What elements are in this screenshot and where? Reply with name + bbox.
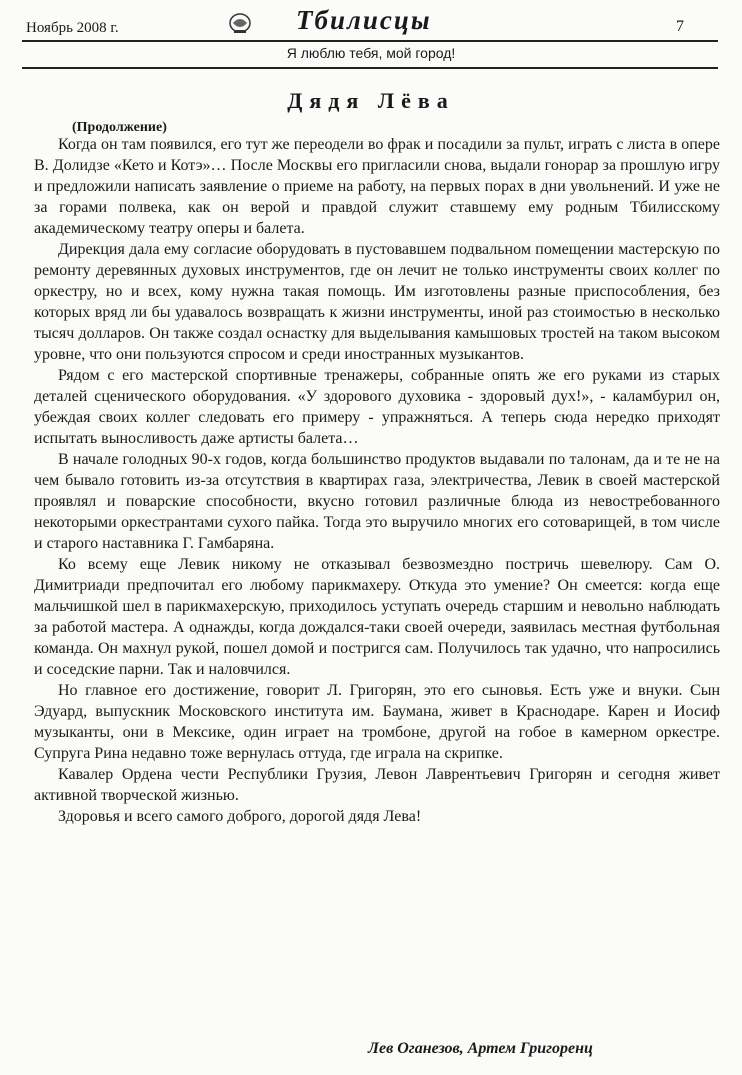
paragraph-4: В начале голодных 90-х годов, когда большинство продуктов выдавали по талонам, да и те не на чем бывало готовить из-за отсутствия в квартирах газа, электричества, Левик в своей мастерской проявлял и поварские способности, вкусно готовил различные блюда из невостребованного некоторыми оркестрантами сухого пайка. Тогда это выручило многих его сотоварищей, в том числе и старого наставника Г. Гамбаряна. <box>34 451 720 552</box>
article-title: Дядя Лёва <box>287 88 455 113</box>
publication-title: Тбилисцы <box>296 5 432 35</box>
continued-label: (Продолжение) <box>72 120 167 135</box>
paragraph-7: Кавалер Ордена чести Республики Грузия, Левон Лаврентьевич Григорян и сегодня живет активной творческой жизнью. <box>34 766 720 804</box>
publication-motto: Я люблю тебя, мой город! <box>286 45 456 61</box>
issue-date: Ноябрь 2008 г. <box>26 20 119 36</box>
paragraph-6: Но главное его достижение, говорит Л. Григорян, это его сыновья. Есть уже и внуки. Сын Эдуард, выпускник Московского института им. Баумана, живет в Краснодаре. Карен и Иосиф музыканты, они в Мексике, один играет на тромбоне, другой на гобое в камерном оркестре. Супруга Рина недавно тоже вернулась оттуда, где играла на скрипке. <box>34 682 720 762</box>
page-header <box>0 0 742 70</box>
header-rule-top <box>22 40 718 42</box>
paragraph-1: Когда он там появился, его тут же переодели во фрак и посадили за пульт, играть с листа в опере В. Долидзе «Кето и Котэ»… После Москвы его пригласили снова, выдали гонорар за прошлую игру и предложили написать заявление о приеме на работу, на первых порах в дни увольнений. И уже не за горами полвека, как он верой и правдой служит ставшему ему родным Тбилисскому академическому театру оперы и балета. <box>34 136 720 237</box>
paragraph-8: Здоровья и всего самого доброго, дорогой дядя Лева! <box>58 808 422 825</box>
publication-logo-icon <box>228 12 252 34</box>
page-number: 7 <box>676 18 684 35</box>
header-rule-bottom <box>22 67 718 69</box>
paragraph-5: Ко всему еще Левик никому не отказывал безвозмездно постричь шевелюру. Сам О. Димитриади предпочитал его любому парикмахеру. Откуда это умение? Он смеется: когда еще мальчишкой шел в парикмахерскую, приходилось уступать очередь старшим и невольно наблюдать за работой мастера. А однажды, когда дождался-таки своей очереди, заявилась местная футбольная команда. Он махнул рукой, пошел домой и постригся сам. Получилось так удачно, что напросились и соседские парни. Так и наловчился. <box>34 556 720 678</box>
article-signature: Лев Оганезов, Артем Григоренц <box>368 1040 593 1057</box>
paragraph-2: Дирекция дала ему согласие оборудовать в пустовавшем подвальном помещении мастерскую по ремонту деревянных духовых инструментов, где он лечит не только инструменты своих коллег по оркестру, но и всех, кому нужна такая помощь. Им изготовлены разные приспособления, без которых вряд ли бы удавалось возвращать к жизни инструменты, иной раз стоимостью в несколько тысяч долларов. Он также создал оснастку для выделывания камышовых тростей на таком высоком уровне, что они пользуются спросом и среди иностранных музыкантов. <box>34 241 720 363</box>
paragraph-3: Рядом с его мастерской спортивные тренажеры, собранные опять же его руками из старых деталей сценического оборудования. «У здорового духовика - здоровый дух!», - каламбурил он, убеждая своих коллег следовать его примеру - упражняться. А теперь сюда нередко приходят испытать выносливость даже артисты балета… <box>34 367 720 447</box>
article-body <box>34 134 720 827</box>
